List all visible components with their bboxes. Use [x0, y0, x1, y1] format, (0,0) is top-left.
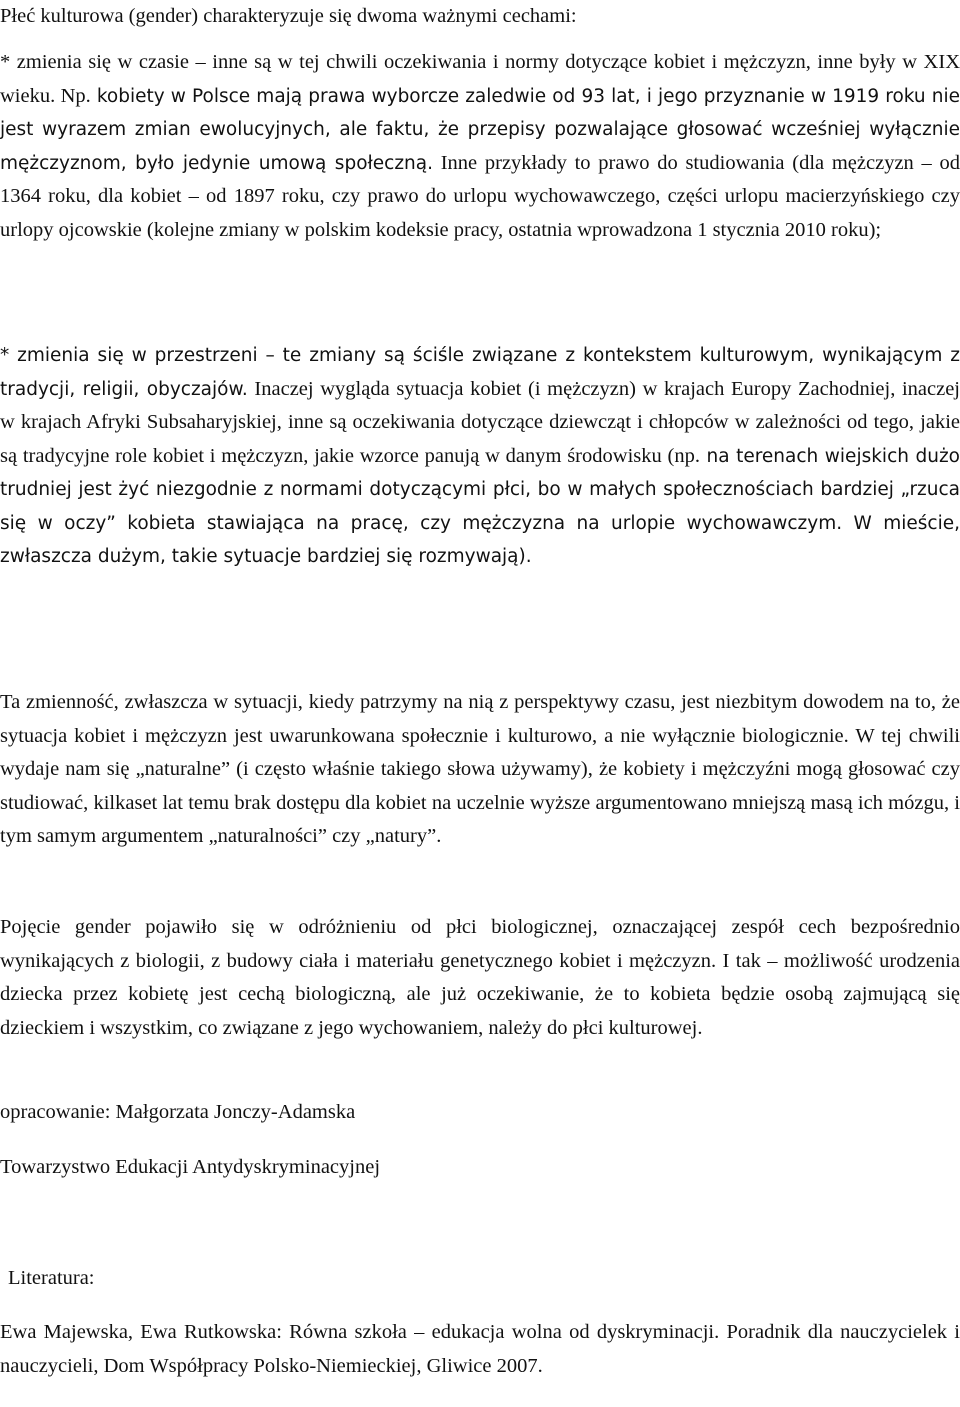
intro-paragraph: [0, 0, 960, 34]
time-change-text-a: * zmienia się w czasie – inne są w tej chwili oczekiwania i normy dotyczące kobiet i mężczyzn, inne były w XIX wieku. Np.: [0, 51, 960, 107]
time-change-text-d: Inne przykłady to prawo do studiowania (dla mężczyzn – od 1364 roku, dla kobiet – od 1897 roku, czy prawo do urlopu wychowawczego, części urlopu macierzyńskiego czy urlopy ojcowskie (kolejne zmiany w polskim kodeksie pracy, ostatnia wprowadzona 1 stycznia 2010 roku);: [0, 151, 960, 241]
space-change-text-b: Inaczej wygląda sytuacja kobiet (i mężczyzn) w krajach Europy Zachodniej, inaczej w krajach Afryki Subsaharyjskiej, inne są oczekiwania dotyczące dziewcząt i chłopców w zależności od tego, jakie są tradycyjne role kobiet i mężczyzn, jakie wzorce panują w danym środowisku (np.: [0, 377, 960, 467]
author-line: opracowanie: Małgorzata Jonczy-Adamska: [0, 1101, 356, 1123]
intro-text: Płeć kulturowa (gender) charakteryzuje się dwoma ważnymi cechami:: [0, 5, 577, 27]
space-change-text-a: * zmienia się w przestrzeni – te zmiany są ściśle związane z kontekstem kulturowym, wynikającym z tradycji, religii, obyczajów.: [0, 345, 960, 400]
space-change-text-c: na terenach wiejskich dużo trudniej jest żyć niezgodnie z normami dotyczącymi płci, bo w małych społecznościach bardziej „rzuca się w oczy” kobieta stawiająca na pracę, czy mężczyzna na urlopie wychowawczym. W mieście, zwłaszcza dużym, takie sytuacje bardziej się rozmywają).: [0, 445, 960, 567]
variability-paragraph: Ta zmienność, zwłaszcza w sytuacji, kiedy patrzymy na nią z perspektywy czasu, jest niezbitym dowodem na to, że sytuacja kobiet i mężczyzn jest uwarunkowana społecznie i kulturowo, a nie wyłącznie biologicznie. W tej chwili wydaje nam się „naturalne” (i często właśnie takiego słowa używamy), że kobiety i mężczyźni mogą głosować czy studiować, kilkaset lat temu brak dostępu dla kobiet na uczelnie wyższe argumentowano mniejszą masą ich mózgu, i tym samym argumentem „naturalności” czy „natury”.: [0, 691, 960, 847]
space-change-paragraph: [0, 339, 960, 574]
gender-definition-paragraph: Pojęcie gender pojawiło się w odróżnieniu od płci biologicznej, oznaczającej zespół cech bezpośrednio wynikających z biologii, z budowy ciała i materiału genetycznego kobiet i mężczyzn. I tak – możliwość urodzenia dziecka przez kobietę jest cechą biologiczną, ale już oczekiwanie, że to kobieta będzie osobą zajmującą się dzieckiem i wszystkim, co związane z jego wychowaniem, należy do płci kulturowej.: [0, 916, 960, 1039]
organization-line: Towarzystwo Edukacji Antydyskryminacyjnej: [0, 1156, 381, 1178]
literature-entry: Ewa Majewska, Ewa Rutkowska: Równa szkoła – edukacja wolna od dyskryminacji. Poradnik dla nauczycielek i nauczycieli, Dom Współpracy Polsko-Niemieckiej, Gliwice 2007.: [0, 1321, 960, 1377]
time-change-paragraph: [0, 46, 960, 247]
literature-heading: Literatura:: [8, 1267, 95, 1289]
time-change-text-b: kobiety w Polsce mają prawa wyborcze zaledwie od: [90, 85, 582, 107]
time-change-text-c: 93 lat, i jego przyznanie w 1919 roku nie jest wyrazem zmian ewolucyjnych, ale faktu, że przepisy pozwalające głosować wcześniej wyłącznie mężczyznom, było jedynie umową społeczną.: [0, 85, 960, 174]
